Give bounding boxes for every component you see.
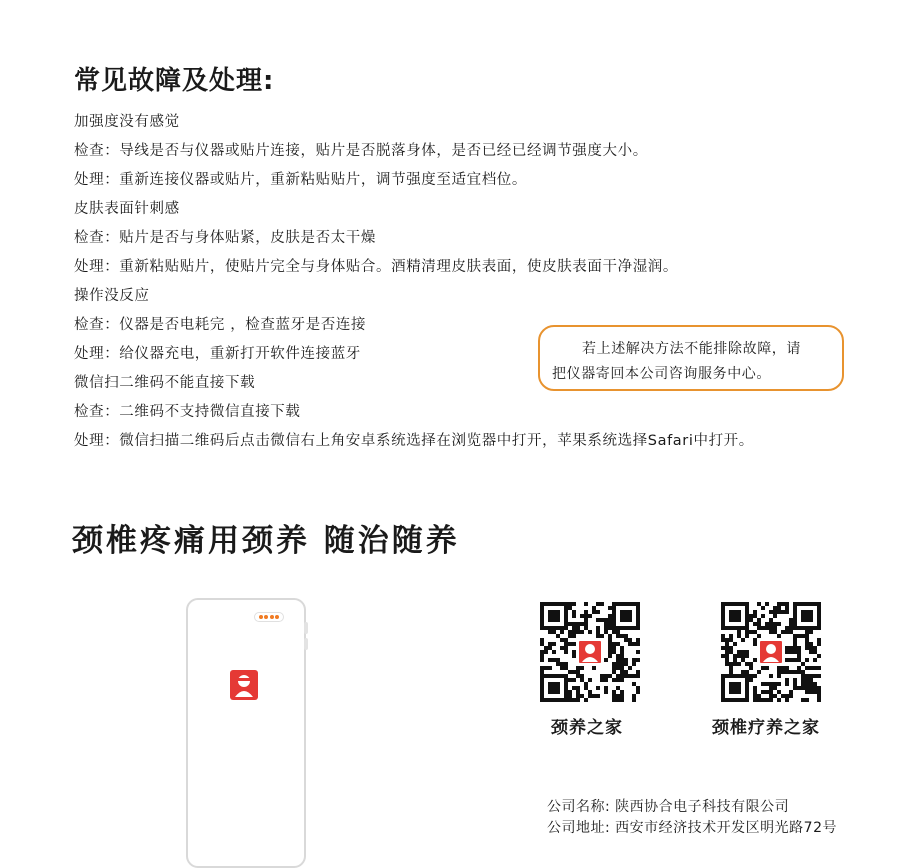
troubleshooting-list bbox=[74, 108, 894, 456]
phone-side-button bbox=[304, 638, 308, 650]
qr-code-jingzhui bbox=[721, 602, 821, 702]
list-item: 加强度没有感觉 bbox=[74, 114, 180, 130]
app-logo-icon bbox=[230, 670, 258, 700]
list-item: 皮肤表面针刺感 bbox=[74, 201, 180, 217]
qr-code-jingyang bbox=[540, 602, 640, 702]
list-item: 处理：重新粘贴贴片，使贴片完全与身体贴合。酒精清理皮肤表面，使皮肤表面干净湿润。 bbox=[74, 259, 678, 275]
list-item: 检查：仪器是否电耗完 ，检查蓝牙是否连接 bbox=[74, 317, 367, 333]
slogan: 颈椎疼痛用颈养 随治随养 bbox=[72, 523, 460, 559]
qr-code-icon bbox=[721, 602, 821, 702]
phone-side-button bbox=[304, 622, 308, 634]
company-name: 公司名称: 陕西协合电子科技有限公司 bbox=[547, 799, 790, 815]
qr-caption: 颈养之家 bbox=[551, 718, 623, 738]
service-note-line: 若上述解决方法不能排除故障，请 bbox=[582, 341, 801, 357]
list-item: 处理：微信扫描二维码后点击微信右上角安卓系统选择在浏览器中打开，苹果系统选择Safari中打开。 bbox=[74, 433, 754, 449]
phone-illustration bbox=[186, 598, 306, 868]
list-item: 检查：贴片是否与身体贴紧，皮肤是否太干燥 bbox=[74, 230, 376, 246]
list-item: 处理：给仪器充电，重新打开软件连接蓝牙 bbox=[74, 346, 361, 362]
company-address: 公司地址: 西安市经济技术开发区明光路72号 bbox=[547, 820, 837, 836]
page-title: 常见故障及处理: bbox=[74, 66, 275, 96]
list-item: 检查：导线是否与仪器或贴片连接，贴片是否脱落身体，是否已经已经调节强度大小。 bbox=[74, 143, 648, 159]
list-item: 微信扫二维码不能直接下载 bbox=[74, 375, 256, 391]
qr-caption: 颈椎疗养之家 bbox=[712, 718, 820, 738]
list-item: 处理：重新连接仪器或贴片，重新粘贴贴片，调节强度至适宜档位。 bbox=[74, 172, 527, 188]
company-info bbox=[547, 797, 837, 839]
service-note-box bbox=[538, 325, 844, 391]
qr-code-icon bbox=[540, 602, 640, 702]
list-item: 检查：二维码不支持微信直接下载 bbox=[74, 404, 301, 420]
service-note-line: 把仪器寄回本公司咨询服务中心。 bbox=[552, 366, 771, 382]
list-item: 操作没反应 bbox=[74, 288, 150, 304]
phone-indicator-lights bbox=[254, 612, 284, 622]
